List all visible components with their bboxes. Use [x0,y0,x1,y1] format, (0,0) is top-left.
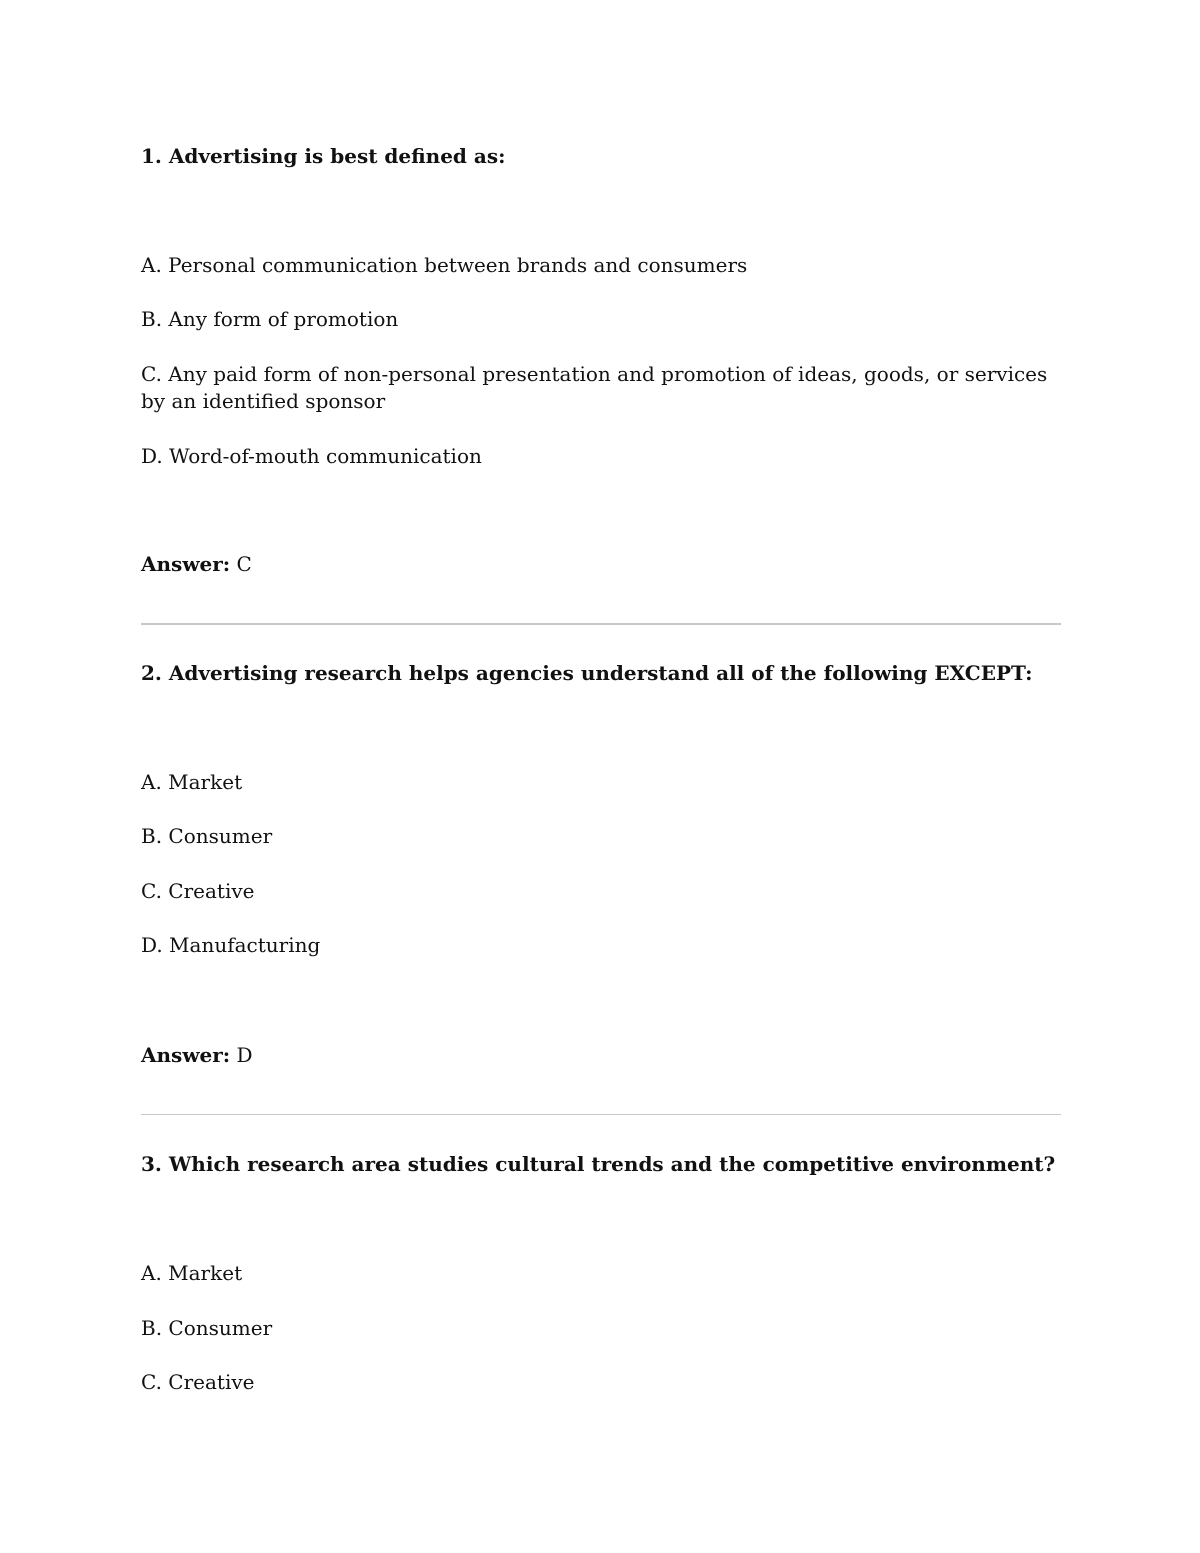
question-divider [141,1114,1061,1115]
answer-label: Answer: [141,1043,231,1067]
question-divider [141,623,1061,625]
answer-value: C [236,552,252,576]
answer-label: Answer: [141,552,231,576]
question-3-text: 3. Which research area studies cultural trends and the competitive environment? [141,1152,1056,1176]
answer-value: D [236,1043,253,1067]
question-2-option-b: B. Consumer [141,824,273,848]
question-2-option-d: D. Manufacturing [141,933,321,957]
question-1-option-d: D. Word-of-mouth communication [141,444,482,468]
question-1-option-a: A. Personal communication between brands and consumers [141,253,748,277]
question-1-option-b: B. Any form of promotion [141,307,399,331]
question-1-answer [141,551,252,578]
question-2-answer [141,1042,253,1069]
question-3-option-a: A. Market [141,1261,243,1285]
question-1-option-c: C. Any paid form of non-personal presentation and promotion of ideas, goods, or services by an identified sponsor [141,362,1048,413]
question-2-text: 2. Advertising research helps agencies understand all of the following EXCEPT: [141,661,1033,685]
question-2-option-a: A. Market [141,770,243,794]
question-2-option-c: C. Creative [141,879,255,903]
question-1-text: 1. Advertising is best defined as: [141,144,506,168]
question-3-option-c: C. Creative [141,1370,255,1394]
question-3-option-b: B. Consumer [141,1316,273,1340]
